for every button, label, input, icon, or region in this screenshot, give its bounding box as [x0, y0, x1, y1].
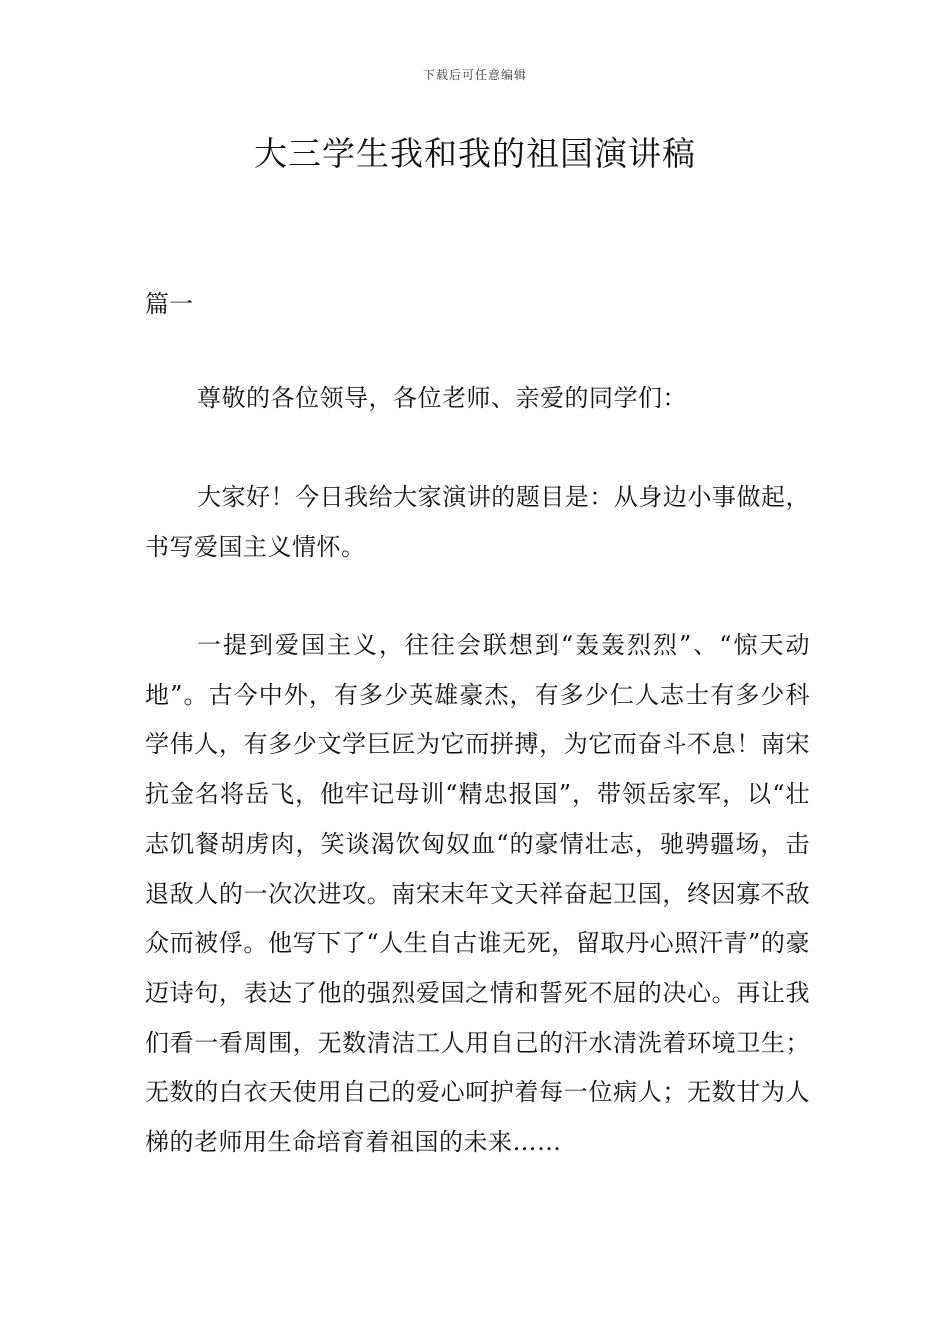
page-header-note: 下载后可任意编辑	[422, 68, 527, 82]
document-title: 大三学生我和我的祖国演讲稿	[254, 134, 696, 173]
paragraph-greeting: 尊敬的各位领导，各位老师、亲爱的同学们：	[197, 384, 687, 412]
paragraph-intro: 大家好！今日我给大家演讲的题目是：从身边小事做起，书写爱国主义情怀。	[145, 483, 810, 561]
paragraph-body: 一提到爱国主义，往往会联想到“轰轰烈烈”、“惊天动地”。古今中外，有多少英雄豪杰，有多少仁人志士有多少科学伟人，有多少文学巨匠为它而拼搏，为它而奋斗不息！南宋抗金名将岳飞，他牢记母训“精忠报国”，带领岳家军，以“壮志饥餐胡虏肉，笑谈渴饮匈奴血“的豪情壮志，驰骋疆场，击退敌人的一次次进攻。南宋末年文天祥奋起卫国，终因寡不敌众而被俘。他写下了“人生自古谁无死，留取丹心照汗青”的豪迈诗句，表达了他的强烈爱国之情和誓死不屈的决心。再让我们看一看周围，无数清洁工人用自己的汗水清洗着环境卫生；无数的白衣天使用自己的爱心呵护着每一位病人；无数甘为人梯的老师用生命培育着祖国的未来……	[145, 631, 810, 1157]
section-label: 篇一	[145, 290, 193, 318]
